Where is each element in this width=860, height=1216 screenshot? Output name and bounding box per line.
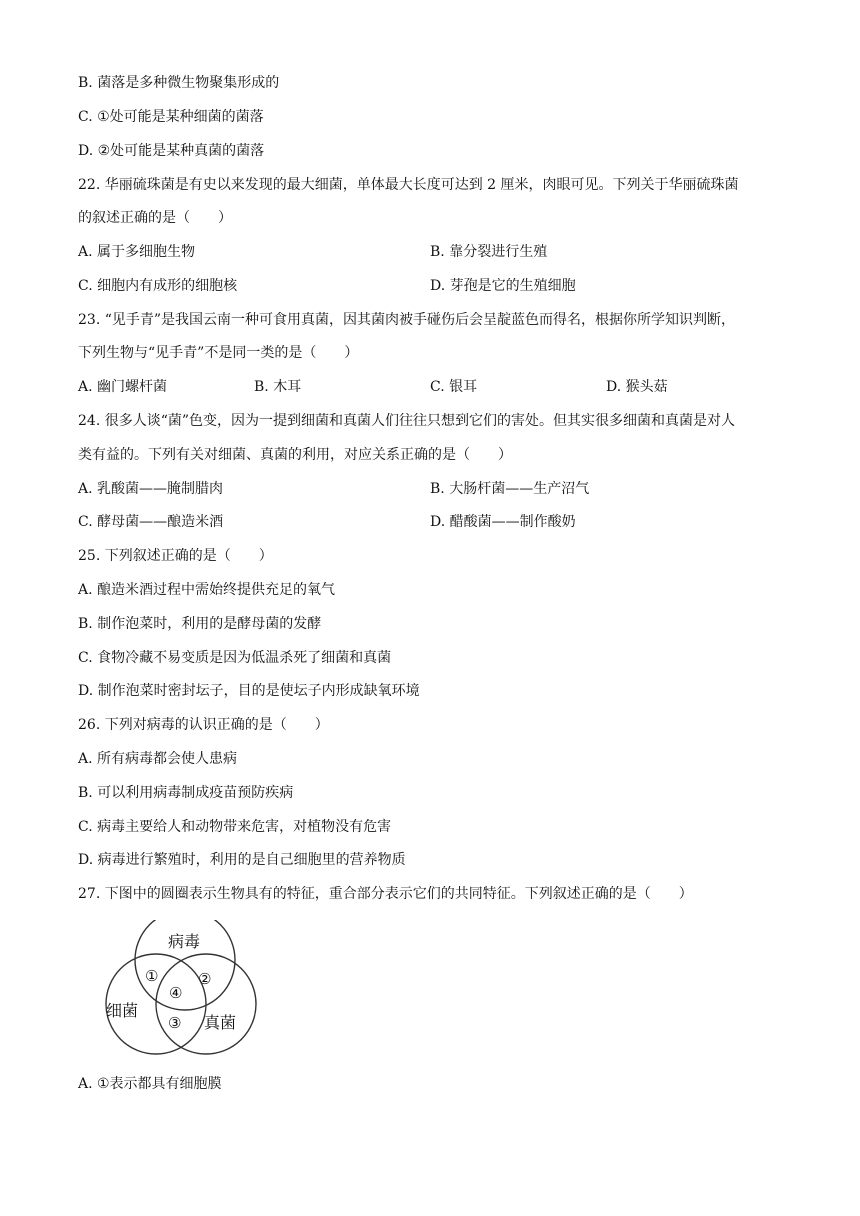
q21-option-c: C. ①处可能是某种细菌的菌落 — [78, 109, 264, 125]
q26-option-c: C. 病毒主要给人和动物带来危害，对植物没有危害 — [78, 819, 392, 835]
q24-option-a: A. 乳酸菌——腌制腊肉 — [78, 481, 224, 497]
q24-option-c: C. 酵母菌——酿造米酒 — [78, 514, 224, 530]
q26-option-b: B. 可以利用病毒制成疫苗预防疾病 — [78, 785, 294, 801]
venn-diagram — [100, 920, 265, 1056]
q24-option-b: B. 大肠杆菌——生产沼气 — [430, 481, 590, 497]
region-4-label: ④ — [169, 984, 183, 1002]
region-1-label: ① — [145, 967, 159, 985]
q25-option-a: A. 酿造米酒过程中需始终提供充足的氧气 — [78, 582, 336, 598]
q21-option-b: B. 菌落是多种微生物聚集形成的 — [78, 75, 280, 91]
q27-stem: 27. 下图中的圆圈表示生物具有的特征，重合部分表示它们的共同特征。下列叙述正确的是（ ） — [78, 886, 693, 902]
q25-option-d: D. 制作泡菜时密封坛子，目的是使坛子内形成缺氧环境 — [78, 683, 420, 699]
q22-option-a: A. 属于多细胞生物 — [78, 244, 196, 260]
bacteria-label: 细菌 — [106, 1001, 139, 1020]
q27-option-a: A. ①表示都具有细胞膜 — [78, 1076, 222, 1092]
q22-stem-line1: 22. 华丽硫珠菌是有史以来发现的最大细菌，单体最大长度可达到 2 厘米，肉眼可见。下列关于华丽硫珠菌 — [78, 177, 739, 193]
q25-stem: 25. 下列叙述正确的是（ ） — [78, 548, 273, 564]
q24-option-d: D. 醋酸菌——制作酸奶 — [430, 514, 576, 530]
q26-option-d: D. 病毒进行繁殖时，利用的是自己细胞里的营养物质 — [78, 852, 406, 868]
q23-stem-line1: 23. “见手青”是我国云南一种可食用真菌，因其菌肉被手碰伤后会呈靛蓝色而得名，根据你所学知识判断， — [78, 312, 736, 328]
virus-label: 病毒 — [168, 932, 201, 951]
region-3-label: ③ — [168, 1014, 182, 1032]
q23-option-a: A. 幽门螺杆菌 — [78, 379, 168, 395]
q21-option-d: D. ②处可能是某种真菌的菌落 — [78, 143, 265, 159]
region-2-label: ② — [198, 970, 212, 988]
q22-stem-line2: 的叙述正确的是（ ） — [78, 210, 232, 226]
q23-stem-line2: 下列生物与“见手青”不是同一类的是（ ） — [78, 345, 359, 361]
q26-option-a: A. 所有病毒都会使人患病 — [78, 751, 238, 767]
q22-option-d: D. 芽孢是它的生殖细胞 — [430, 278, 576, 294]
q22-option-b: B. 靠分裂进行生殖 — [430, 244, 548, 260]
q24-stem-line2: 类有益的。下列有关对细菌、真菌的利用，对应关系正确的是（ ） — [78, 447, 512, 463]
q25-option-c: C. 食物冷藏不易变质是因为低温杀死了细菌和真菌 — [78, 650, 392, 666]
q23-option-d: D. 猴头菇 — [606, 379, 668, 395]
q25-option-b: B. 制作泡菜时，利用的是酵母菌的发酵 — [78, 616, 322, 632]
q26-stem: 26. 下列对病毒的认识正确的是（ ） — [78, 717, 329, 733]
q24-stem-line1: 24. 很多人谈“菌”色变，因为一提到细菌和真菌人们往往只想到它们的害处。但其实很多细菌和真菌是对人 — [78, 413, 736, 429]
q23-option-b: B. 木耳 — [254, 379, 302, 395]
fungi-label: 真菌 — [204, 1013, 237, 1032]
q23-option-c: C. 银耳 — [430, 379, 478, 395]
q22-option-c: C. 细胞内有成形的细胞核 — [78, 278, 238, 294]
